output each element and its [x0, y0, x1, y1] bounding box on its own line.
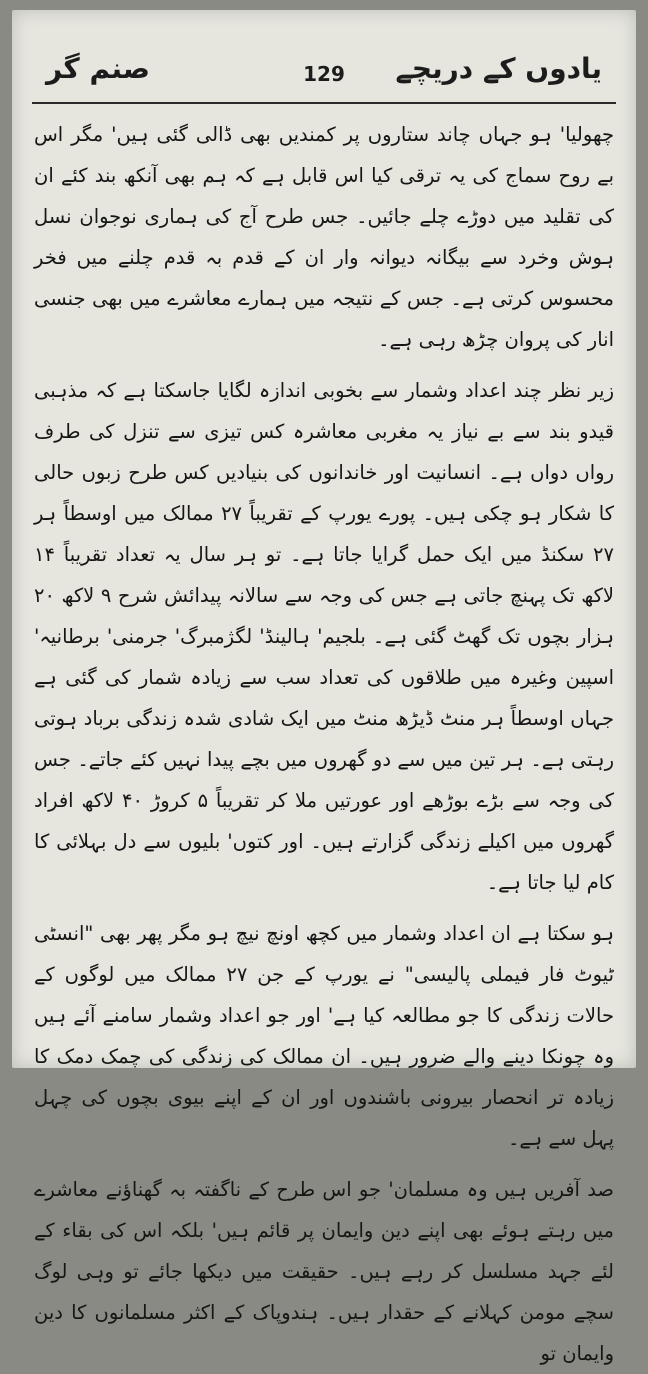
paragraph: صد آفریں ہیں وہ مسلمان' جو اس طرح کے ناگفتہ بہ گھناؤنے معاشرے میں رہتے ہوئے بھی اپنے دین وایمان پر قائم ہیں' بلکہ اس کی بقاء کے لئے جہد مسلسل کر رہے ہیں۔ حقیقت میں دیکھا جائے تو وہی لوگ سچے مومن کہلانے کے حقدار ہیں۔ ہندوپاک کے اکثر مسلمانوں کا دین وایمان تو — [34, 1178, 614, 1365]
page-header — [32, 52, 616, 102]
author-name: صنم گر — [46, 52, 150, 85]
book-title: یادوں کے دریچے — [395, 52, 602, 85]
paragraph: زیر نظر چند اعداد وشمار سے بخوبی اندازہ لگایا جاسکتا ہے کہ مذہبی قیدو بند سے بے نیاز یہ مغربی معاشرہ کس تیزی سے تنزل کی طرف رواں دواں ہے۔ انسانیت اور خاندانوں کی بنیادیں کس طرح زبوں حالی کا شکار ہو چکی ہیں۔ پورے یورپ کے تقریباً ۲۷ ممالک میں اوسطاً ہر ۲۷ سکنڈ میں ایک حمل گرایا جاتا ہے۔ تو ہر سال یہ تعداد تقریباً ۱۴ لاکھ تک پہنچ جاتی ہے جس کی وجہ سے سالانہ پیدائش شرح ۹ لاکھ ۲۰ ہزار بچوں تک گھٹ گئی ہے۔ بلجیم' ہالینڈ' لگژمبرگ' جرمنی' برطانیہ' اسپین وغیرہ میں طلاقوں کی تعداد سب سے زیادہ شمار کی گئی ہے جہاں اوسطاً ہر منٹ ڈیڑھ منٹ میں ایک شادی شدہ زندگی برباد ہوتی رہتی ہے۔ ہر تین میں سے دو گھروں میں بچے پیدا نہیں کئے جاتے۔ جس کی وجہ سے بڑے بوڑھے اور عورتیں ملا کر تقریباً ۵ کروڑ ۴۰ لاکھ افراد گھروں میں اکیلے زندگی گزارتے ہیں۔ اور کتوں' بلیوں سے دل بہلائی کا کام لیا جاتا ہے۔ — [34, 379, 614, 894]
book-page — [12, 10, 636, 1365]
body-text — [34, 114, 614, 1365]
header-divider — [32, 102, 616, 104]
page-number: 129 — [303, 62, 345, 86]
paragraph: چھولیا' ہو جہاں چاند ستاروں پر کمندیں بھی ڈالی گئی ہیں' مگر اس بے روح سماج کی یہ ترقی کیا اس قابل ہے کہ ہم بھی آنکھ بند کئے ان کی تقلید میں دوڑے چلے جائیں۔ جس طرح آج کی ہماری نوجوان نسل ہوش وخرد سے بیگانہ دیوانہ وار ان کے قدم بہ قدم چلنے میں فخر محسوس کرتی ہے۔ جس کے نتیجہ میں ہمارے معاشرے میں بھی جنسی انار کی پروان چڑھ رہی ہے۔ — [34, 123, 614, 351]
paragraph: ہو سکتا ہے ان اعداد وشمار میں کچھ اونچ نیچ ہو مگر پھر بھی "انسٹی ٹیوٹ فار فیملی پالیسی" نے یورپ کے جن ۲۷ ممالک میں لوگوں کے حالات زندگی کا جو مطالعہ کیا ہے' اور جو اعداد وشمار سامنے آئے ہیں وہ چونکا دینے والے ضرور ہیں۔ ان ممالک کی زندگی کی چمک دمک کا زیادہ تر انحصار بیرونی باشندوں اور ان کے اپنے بیوی بچوں کی چہل پہل سے ہے۔ — [34, 922, 614, 1150]
